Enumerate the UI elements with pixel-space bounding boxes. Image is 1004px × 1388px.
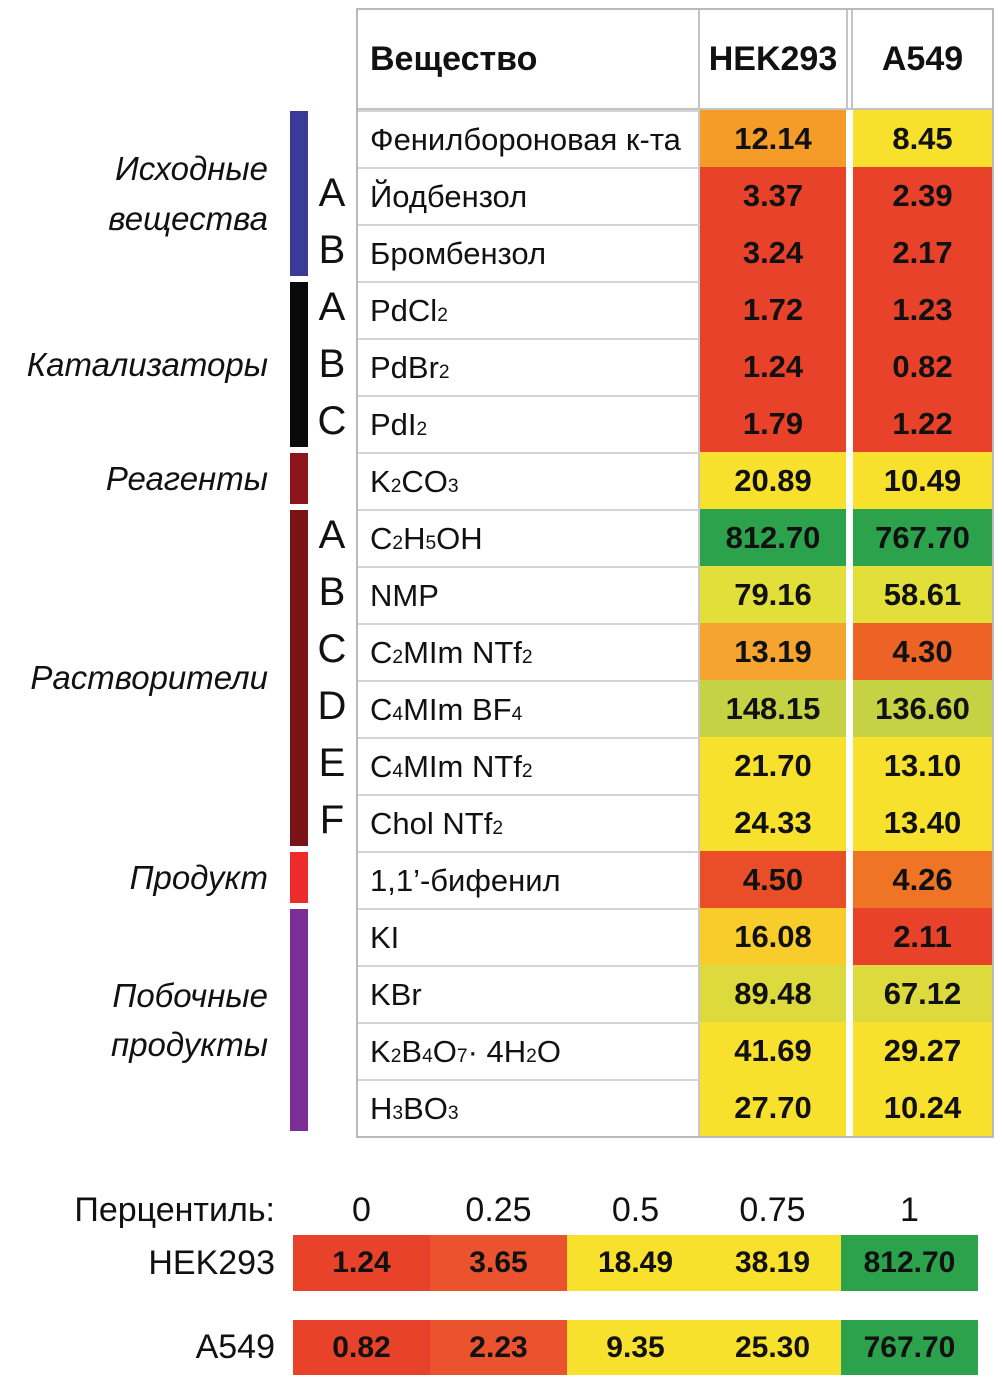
hek293-value-cell: 4.50 (700, 851, 846, 908)
column-gap (846, 281, 853, 338)
legend-scale-cell: 2.23 (430, 1320, 567, 1375)
legend-scale-cell: 25.30 (704, 1320, 841, 1375)
formula-text: O (536, 1033, 561, 1069)
formula-text: · 4H (467, 1033, 527, 1069)
formula-text: MIm NTf (403, 748, 522, 784)
category-color-bar (290, 111, 308, 276)
hek293-value-cell: 1.24 (700, 338, 846, 395)
substance-name: PdCl $_2$ (358, 281, 700, 338)
formula-text: CO (401, 463, 448, 499)
formula-text: Бромбензол (370, 235, 547, 271)
a549-value-cell: 4.26 (853, 851, 992, 908)
formula-text: 1,1’-бифенил (370, 862, 561, 898)
formula-text: OH (436, 520, 483, 556)
heatmap-table (356, 8, 994, 1138)
hek293-value-cell: 13.19 (700, 623, 846, 680)
formula-text: C (370, 634, 393, 670)
row-letter: B (318, 342, 346, 386)
category-label (0, 507, 272, 849)
hek293-value-cell: 21.70 (700, 737, 846, 794)
category-color-bar (290, 909, 308, 1131)
a549-value-cell: 13.40 (853, 794, 992, 851)
column-gap (846, 965, 853, 1022)
a549-value-cell: 1.22 (853, 395, 992, 452)
legend-scale-cell: 1.24 (293, 1235, 430, 1291)
substance-name: C $_4$ MIm BF $_4$ (358, 680, 700, 737)
hek293-value-cell: 27.70 (700, 1079, 846, 1136)
substance-name: C $_2$ H $_5$ OH (358, 509, 700, 566)
column-gap (846, 452, 853, 509)
hek293-value-cell: 148.15 (700, 680, 846, 737)
substance-name: H $_3$ BO $_3$ (358, 1079, 700, 1136)
column-gap (846, 1022, 853, 1079)
legend-scale-cell: 812.70 (841, 1235, 978, 1291)
hek293-value-cell: 89.48 (700, 965, 846, 1022)
substance-name (358, 167, 700, 224)
category-label-line: Исходные (115, 150, 268, 187)
formula-text: H (403, 520, 426, 556)
column-gap (846, 680, 853, 737)
legend-row-label: HEK293 (148, 1243, 275, 1282)
row-letter: D (317, 684, 347, 728)
column-gap (846, 395, 853, 452)
substance-name: C $_2$ MIm NTf $_2$ (358, 623, 700, 680)
legend-tick: 1 (900, 1190, 919, 1229)
category-label (0, 906, 272, 1134)
column-gap (846, 167, 853, 224)
legend-tick: 0.25 (465, 1190, 532, 1229)
substance-name: Chol NTf $_2$ (358, 794, 700, 851)
legend-tick: 0.75 (739, 1190, 806, 1229)
a549-value-cell: 2.39 (853, 167, 992, 224)
a549-value-cell: 1.23 (853, 281, 992, 338)
hek293-value-cell: 41.69 (700, 1022, 846, 1079)
formula-text: KBr (370, 976, 422, 1012)
category-panel (0, 108, 356, 1134)
substance-name (358, 224, 700, 281)
a549-value-cell: 10.24 (853, 1079, 992, 1136)
substance-name (358, 110, 700, 167)
column-gap (846, 851, 853, 908)
legend-scale-cell: 38.19 (704, 1235, 841, 1291)
formula-text: C (370, 748, 393, 784)
column-gap (846, 509, 853, 566)
substance-name (358, 908, 700, 965)
substance-name: K $_2$ CO $_3$ (358, 452, 700, 509)
hek293-value-cell: 20.89 (700, 452, 846, 509)
formula-text: PdCl (370, 292, 438, 328)
row-letter: C (317, 627, 347, 671)
formula-text: Фенилбороновая к-та (370, 121, 681, 157)
substance-name (358, 566, 700, 623)
formula-text: K (370, 463, 391, 499)
substance-name (358, 851, 700, 908)
category-label (0, 108, 272, 279)
category-color-bar (290, 852, 308, 903)
hek293-value-cell: 24.33 (700, 794, 846, 851)
substance-name: PdBr $_2$ (358, 338, 700, 395)
hek293-value-cell: 1.72 (700, 281, 846, 338)
a549-value-cell: 2.17 (853, 224, 992, 281)
percentile-legend (0, 1185, 978, 1375)
a549-value-cell: 0.82 (853, 338, 992, 395)
formula-text: BO (403, 1090, 448, 1126)
hek293-value-cell: 3.37 (700, 167, 846, 224)
legend-scale-cell: 0.82 (293, 1320, 430, 1375)
hek293-value-cell: 3.24 (700, 224, 846, 281)
legend-scale-cell: 18.49 (567, 1235, 704, 1291)
header-hek293: HEK293 (700, 10, 846, 110)
category-label-line: Катализаторы (26, 345, 268, 383)
formula-text: B (401, 1033, 423, 1069)
category-color-bar (290, 453, 308, 504)
a549-value-cell: 58.61 (853, 566, 992, 623)
legend-scale-cell: 9.35 (567, 1320, 704, 1375)
substance-name (358, 965, 700, 1022)
row-letter: B (318, 570, 346, 614)
a549-value-cell: 767.70 (853, 509, 992, 566)
formula-text: MIm NTf (403, 634, 522, 670)
hek293-value-cell: 79.16 (700, 566, 846, 623)
a549-value-cell: 136.60 (853, 680, 992, 737)
category-label-line: вещества (108, 199, 268, 237)
formula-text: K (370, 1033, 391, 1069)
substance-name: C $_4$ MIm NTf $_2$ (358, 737, 700, 794)
category-label-line: Растворители (30, 659, 268, 697)
header-substance: Вещество (358, 10, 700, 110)
formula-text: PdBr (370, 349, 439, 385)
formula-text: NMP (370, 577, 439, 613)
legend-tick: 0 (352, 1190, 371, 1229)
a549-value-cell: 8.45 (853, 110, 992, 167)
column-gap (846, 1079, 853, 1136)
category-color-bar (290, 510, 308, 846)
legend-row-label: A549 (195, 1328, 275, 1366)
category-color-bar (290, 282, 308, 447)
column-gap (846, 794, 853, 851)
legend-scale-cell: 767.70 (841, 1320, 978, 1375)
a549-value-cell: 13.10 (853, 737, 992, 794)
a549-value-cell: 2.11 (853, 908, 992, 965)
formula-text: H (370, 1090, 393, 1126)
a549-value-cell: 10.49 (853, 452, 992, 509)
category-label-line: продукты (111, 1026, 268, 1063)
row-letter: F (319, 798, 345, 842)
column-gap (846, 908, 853, 965)
category-label-line: Реагенты (105, 459, 268, 497)
legend-title: Перцентиль: (74, 1190, 275, 1229)
column-gap (846, 623, 853, 680)
category-label (0, 450, 272, 507)
substance-name: K $_2$ B $_4$ O $_7$ · 4H $_2$ O (358, 1022, 700, 1079)
column-gap (846, 737, 853, 794)
substance-name: PdI $_2$ (358, 395, 700, 452)
legend-scale-cell: 3.65 (430, 1235, 567, 1291)
header-column-gap (846, 10, 853, 110)
category-label (0, 279, 272, 450)
formula-text: PdI (370, 406, 417, 442)
category-label-line: Побочные (112, 976, 268, 1014)
hek293-value-cell: 1.79 (700, 395, 846, 452)
row-letter: A (318, 285, 346, 329)
row-letter: E (318, 741, 346, 785)
header-a549: A549 (853, 10, 992, 110)
row-letter: C (317, 399, 347, 443)
column-gap (846, 566, 853, 623)
formula-text: MIm BF (403, 691, 512, 727)
formula-text: C (370, 520, 393, 556)
column-gap (846, 224, 853, 281)
hek293-value-cell: 812.70 (700, 509, 846, 566)
category-label-line: Продукт (129, 858, 268, 896)
a549-value-cell: 29.27 (853, 1022, 992, 1079)
a549-value-cell: 4.30 (853, 623, 992, 680)
row-letter: B (318, 228, 346, 272)
column-gap (846, 338, 853, 395)
row-letter: A (318, 171, 346, 215)
hek293-value-cell: 16.08 (700, 908, 846, 965)
row-letter: A (318, 513, 346, 557)
category-label (0, 849, 272, 906)
formula-text: Йодбензол (370, 178, 528, 214)
formula-text: C (370, 691, 393, 727)
legend-tick: 0.5 (611, 1190, 660, 1229)
a549-value-cell: 67.12 (853, 965, 992, 1022)
formula-text: Chol NTf (370, 805, 493, 841)
hek293-value-cell: 12.14 (700, 110, 846, 167)
formula-text: O (432, 1033, 457, 1069)
formula-text: KI (370, 919, 400, 955)
column-gap (846, 110, 853, 167)
